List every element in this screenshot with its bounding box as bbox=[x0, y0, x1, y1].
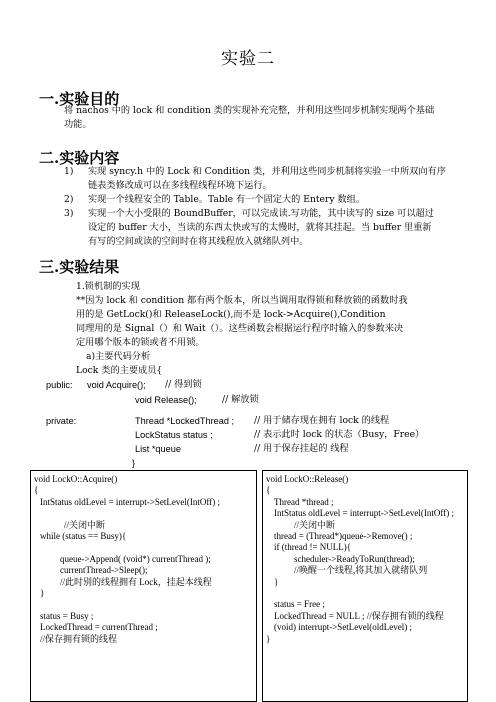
result-line: 同理用的是 Signal（）和 Wait（）。这些函数会根据运行程序时输入的参数来决 bbox=[76, 323, 404, 334]
acquire-code bbox=[34, 474, 220, 645]
section-heading-content: 二.实验内容 bbox=[39, 149, 120, 167]
code-line: { bbox=[266, 485, 271, 496]
code-line: if (thread != NULL){ bbox=[274, 542, 352, 553]
result-line: 1.锁机制的实现 bbox=[76, 281, 140, 292]
section-heading-purpose: 一.实验目的 bbox=[39, 90, 120, 108]
content-item-line: 实现一个线程安全的 Table。Table 有一个固定大的 Entery 数组。 bbox=[88, 194, 366, 205]
code-line: } bbox=[274, 576, 279, 587]
code-line: void LockO::Release() bbox=[266, 474, 349, 484]
member-thread-comment: // 用于储存现在拥有 lock 的线程 bbox=[254, 415, 390, 426]
code-line: LockedThread = currentThread ; bbox=[40, 622, 158, 633]
code-line bbox=[34, 599, 220, 610]
result-line: a)主要代码分析 bbox=[86, 351, 151, 362]
member-thread: Thread *LockedThread ; bbox=[135, 416, 235, 426]
acquire-code-box bbox=[30, 470, 257, 702]
member-queue: List *queue bbox=[135, 444, 181, 454]
purpose-line-1: 将 nachos 中的 lock 和 condition 类的实现补充完整，并利用这些同步机制实现两个基础 bbox=[64, 105, 435, 116]
code-line: void LockO::Acquire() bbox=[34, 474, 118, 484]
code-line: { bbox=[34, 485, 39, 496]
content-item-line: 有写的空间或读的空间时在将其线程放入就绪队列中。 bbox=[88, 236, 309, 247]
release-code-box bbox=[262, 470, 468, 702]
content-item-line: 设定的 buffer 大小，当读的东西太快或写的太慢时，就将其挂起。当 buffer 里重新 bbox=[88, 222, 432, 233]
code-line: status = Busy ; bbox=[40, 610, 94, 621]
member-acquire-comment: // 得到锁 bbox=[165, 379, 202, 390]
code-line: queue->Append( (void*) currentThread ); bbox=[60, 553, 211, 564]
code-line: //关闭中断 bbox=[64, 519, 106, 530]
code-line: } bbox=[266, 633, 271, 644]
code-line: IntStatus oldLevel = interrupt->SetLevel(IntOff) ; bbox=[40, 496, 220, 507]
code-line: //关闭中断 bbox=[294, 519, 336, 530]
code-line: LockedThread = NULL ; //保存拥有锁的线程 bbox=[274, 610, 444, 621]
code-line: status = Free ; bbox=[274, 599, 325, 610]
code-line: Thread *thread ; bbox=[274, 496, 334, 507]
code-line: //保存拥有锁的线程 bbox=[40, 633, 118, 644]
code-line: currentThread->Sleep(); bbox=[60, 565, 148, 576]
member-queue-comment: // 用于保存挂起的 线程 bbox=[254, 443, 349, 454]
release-code bbox=[266, 474, 454, 645]
private-label: private: bbox=[46, 416, 77, 426]
member-acquire: void Acquire(); bbox=[87, 380, 146, 390]
code-line: thread = (Thread*)queue->Remove() ; bbox=[274, 531, 413, 542]
code-line bbox=[34, 508, 220, 519]
content-item-line: 实现 syncy.h 中的 Lock 和 Condition 类，并利用这些同步机制将实验一中所双向有序 bbox=[88, 166, 446, 177]
result-line: 用的是 GetLock()和 ReleaseLock(),而不是 lock->Acquire(),Condition bbox=[76, 309, 386, 320]
page-title: 实验二 bbox=[221, 49, 275, 69]
content-item-number: 1) bbox=[64, 166, 74, 177]
content-item-line: 链表类修改成可以在多线程线程环境下运行。 bbox=[88, 180, 272, 191]
code-line: scheduler->ReadyToRun(thread); bbox=[294, 553, 415, 564]
code-line bbox=[34, 542, 220, 553]
code-line: //此时别的线程拥有 Lock，挂起本线程 bbox=[60, 576, 212, 587]
code-line bbox=[266, 588, 454, 599]
member-status-comment: // 表示此时 lock 的状态（Busy，Free） bbox=[254, 429, 425, 440]
code-line: //唤醒一个线程,将其加入就绪队列 bbox=[294, 565, 428, 576]
members-close-brace: } bbox=[132, 458, 136, 468]
content-item-number: 2) bbox=[64, 194, 74, 205]
member-status: LockStatus status ; bbox=[135, 430, 213, 440]
member-release-comment: // 解放锁 bbox=[222, 394, 259, 405]
content-item-number: 3) bbox=[64, 208, 74, 219]
code-line: } bbox=[40, 588, 45, 599]
result-line: Lock 类的主要成员{ bbox=[76, 365, 163, 376]
member-release: void Release(); bbox=[135, 395, 197, 405]
code-line: IntStatus oldLevel = interrupt->SetLevel(IntOff) ; bbox=[274, 508, 454, 519]
result-line: **因为 lock 和 condition 都有两个版本，所以当调用取得锁和释放锁的函数时我 bbox=[76, 295, 408, 306]
code-line: (void) interrupt->SetLevel(oldLevel) ; bbox=[274, 622, 413, 633]
section-heading-results: 三.实验结果 bbox=[39, 258, 120, 276]
public-label: public: bbox=[46, 380, 73, 390]
code-line: while (status == Busy){ bbox=[40, 531, 127, 542]
purpose-line-2: 功能。 bbox=[64, 119, 92, 130]
content-item-line: 实现一个大小受限的 BoundBuffer，可以完成读.写功能，其中读写的 size 可以超过 bbox=[88, 208, 434, 219]
result-line: 定用哪个版本的锁或者不用锁。 bbox=[76, 337, 205, 348]
